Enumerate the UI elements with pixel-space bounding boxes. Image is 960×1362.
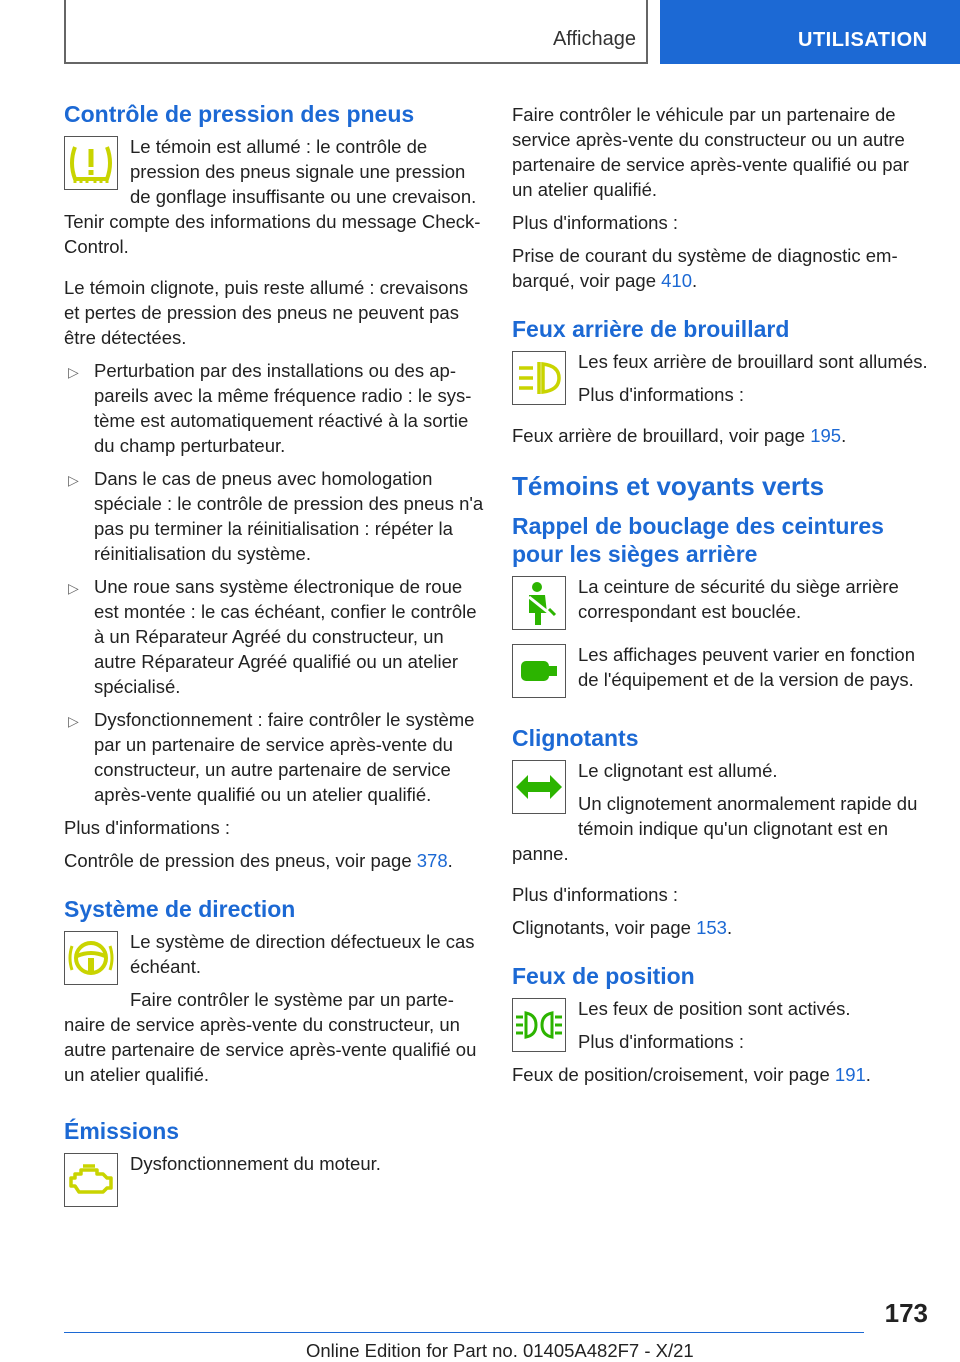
turn-signals-heading: Clignotants: [512, 725, 639, 751]
steering-block: [64, 929, 484, 1095]
steering-wheel-warning-icon: [64, 931, 118, 985]
emissions-text-1: Dysfonctionnement du moteur.: [130, 1153, 381, 1174]
tire-pressure-text-1: Le témoin est allumé : le contrôle de pression des pneus signale une pression de gonflage insuffisante ou une crevaison. Tenir compte des informations du message Check-Control.: [64, 136, 481, 257]
position-lights-reference: Feux de position/croisement, voir page 191.: [512, 1064, 871, 1085]
left-column: [64, 100, 484, 1219]
tire-pressure-more-info: Plus d'informations :: [64, 817, 230, 838]
seatbelt-icon: [512, 576, 566, 630]
turn-signals-text-1: Le clignotant est allumé.: [578, 760, 778, 781]
tire-pressure-reference: Contrôle de pression des pneus, voir page 378.: [64, 850, 453, 871]
tire-pressure-warning-icon: [64, 136, 118, 190]
seat-indicator-icon: [512, 644, 566, 698]
rear-fog-reference: Feux arrière de brouillard, voir page 195.: [512, 425, 847, 446]
page-number: 173: [884, 1298, 928, 1328]
steering-heading: Système de direction: [64, 896, 296, 922]
emissions-heading: Émissions: [64, 1118, 180, 1144]
rear-fog-block: [512, 349, 932, 415]
seatbelt-block: [512, 574, 932, 634]
engine-check-icon: [64, 1153, 118, 1207]
steering-text-2: Faire contrôler le système par un partenaire de service après-vente du constructeur, un autre partenaire de service après-vente qualifié ou un atelier qualifié.: [64, 989, 477, 1085]
turn-signals-block: [512, 758, 932, 874]
position-lights-text-1: Les feux de position sont activés.: [578, 998, 851, 1019]
position-lights-more-info: Plus d'informations :: [578, 1031, 744, 1052]
turn-signals-text-2: Un clignotement anormalement rapide du témoin indique qu'un clignotant est en panne.: [512, 793, 918, 864]
footer-edition: Online Edition for Part no. 01405A482F7 - X/21: [306, 1340, 694, 1361]
rear-fog-more-info: Plus d'informations :: [578, 384, 744, 405]
triangle-bullet-icon: ▷: [68, 713, 79, 729]
seatbelt-heading: Rappel de bouclage des ceintures pour les sièges arrière: [512, 513, 884, 567]
seatbelt-text-1: La ceinture de sécurité du siège arrière correspondant est bouclée.: [578, 576, 899, 622]
position-lights-heading: Feux de position: [512, 963, 695, 989]
page-link-378[interactable]: 378: [416, 850, 448, 871]
turn-signals-reference: Clignotants, voir page 153.: [512, 917, 733, 938]
position-lights-block: [512, 996, 932, 1095]
page-link-410[interactable]: 410: [661, 270, 693, 291]
header-chapter-tab[interactable]: [660, 0, 960, 64]
tire-pressure-block: [64, 134, 484, 267]
tire-pressure-bullet-list: [64, 358, 484, 807]
emissions-block: [64, 1151, 484, 1211]
position-lights-icon: [512, 998, 566, 1052]
diagnosis-more-info: Plus d'informations :: [512, 212, 678, 233]
list-item: ▷ Perturbation par des installations ou des appareils avec la même fréquence radio : le système est automatiquement réactivé à la sortie du champ perturbateur.: [68, 360, 472, 456]
diagnosis-reference: Prise de courant du système de diagnostic embarqué, voir page 410.: [512, 245, 898, 291]
turn-signals-more-info: Plus d'informations :: [512, 884, 678, 905]
list-item: ▷ Une roue sans système électronique de roue est montée : le cas échéant, confier le contrôle à un Réparateur Agréé du constructeur, un autre Réparateur Agréé qualifié ou un atelier spécialisé.: [68, 576, 477, 697]
page-link-195[interactable]: 195: [810, 425, 842, 446]
header-section-box: [64, 0, 648, 64]
diagnosis-intro-text: Faire contrôler le véhicule par un partenaire de service après-vente du constructeur ou un autre partenaire de service après-vente qualifié ou par un atelier qualifié.: [512, 104, 909, 200]
page-link-191[interactable]: 191: [834, 1064, 866, 1085]
triangle-bullet-icon: ▷: [68, 580, 79, 596]
header-section-label: Affichage: [552, 28, 636, 50]
turn-signal-arrows-icon: [512, 760, 566, 814]
seatbelt-variant-block: [512, 642, 932, 702]
list-item: ▷ Dans le cas de pneus avec homologation spéciale : le contrôle de pression des pneus n'a pas pu terminer la réinitialisation : répéter la réinitialisation du système.: [68, 468, 484, 564]
rear-fog-heading: Feux arrière de brouillard: [512, 316, 790, 342]
seatbelt-text-2: Les affichages peuvent varier en fonction de l'équipement et de la version de pays.: [578, 644, 915, 690]
tire-pressure-heading: Contrôle de pression des pneus: [64, 101, 415, 127]
tire-pressure-text-2: Le témoin clignote, puis reste allumé : crevaisons et pertes de pression des pneus ne peuvent pas être détectées.: [64, 277, 469, 348]
header-chapter-label: UTILISATION: [798, 29, 928, 51]
rear-fog-text-1: Les feux arrière de brouillard sont allumés.: [578, 351, 928, 372]
steering-text-1: Le système de direction défectueux le cas échéant.: [130, 931, 475, 977]
page-link-153[interactable]: 153: [696, 917, 727, 938]
footer-divider: [64, 1332, 864, 1333]
right-column: [512, 102, 932, 1103]
green-indicators-heading: Témoins et voyants verts: [512, 471, 825, 501]
list-item: ▷ Dysfonctionnement : faire contrôler le système par un partenaire de service après-vente du constructeur, un autre partenaire de service après-vente qualifié ou un atelier qualifié.: [68, 709, 475, 805]
rear-fog-light-icon: [512, 351, 566, 405]
triangle-bullet-icon: ▷: [68, 472, 79, 488]
triangle-bullet-icon: ▷: [68, 364, 79, 380]
